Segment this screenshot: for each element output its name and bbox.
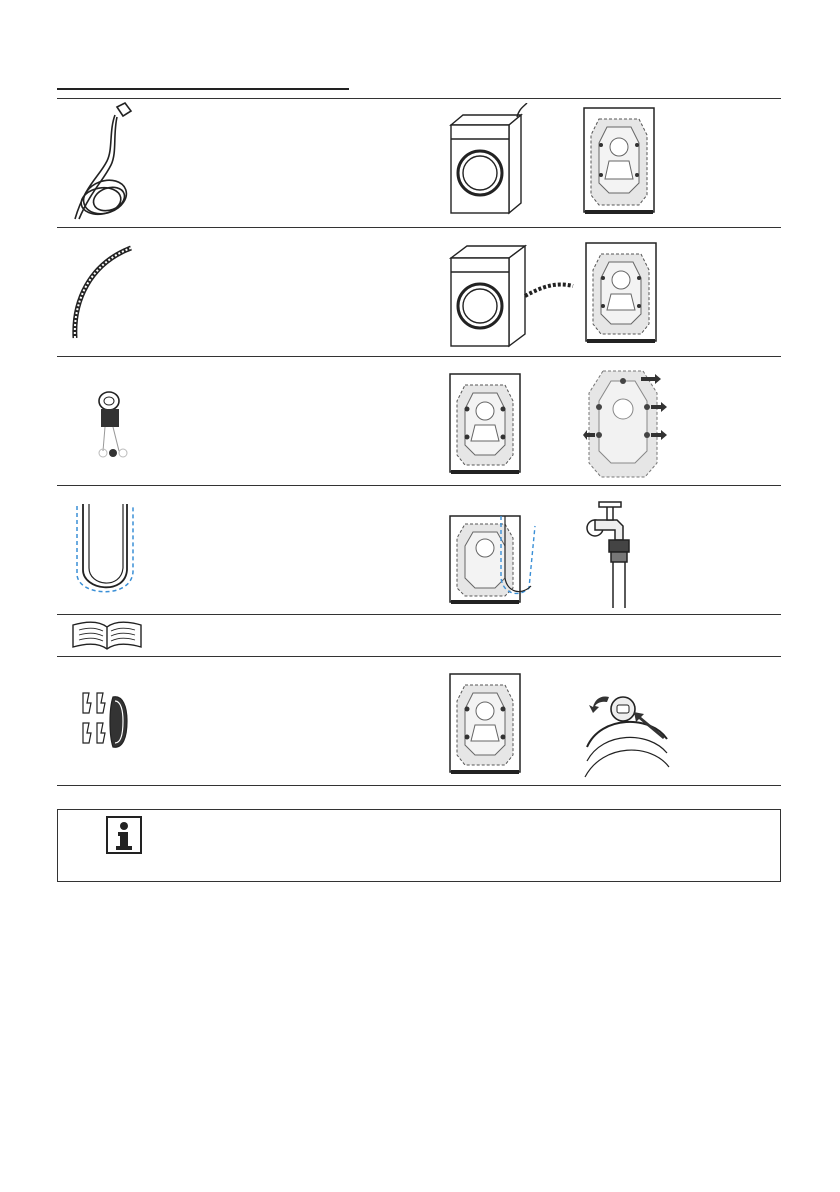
cover-cap-install-icon <box>581 681 671 781</box>
info-note-box <box>57 809 781 882</box>
row-divider <box>57 785 781 786</box>
row-inlet-hoses <box>57 486 781 614</box>
washer-drain-hose-icon <box>447 236 577 348</box>
open-book-icon <box>69 619 145 651</box>
info-icon <box>106 816 142 854</box>
heading-underline <box>57 88 349 90</box>
rear-panel-bolt-arrows-icon <box>583 363 667 481</box>
transit-bolt-icon <box>91 387 141 463</box>
water-tap-icon <box>577 494 647 610</box>
hose-clips-icon <box>77 687 133 757</box>
drain-hose-icon <box>69 242 139 342</box>
row-drain-hose <box>57 228 781 356</box>
inlet-hoses-icon <box>69 500 139 600</box>
washer-rear-panel-icon <box>447 671 523 777</box>
washer-rear-panel-icon <box>581 105 657 217</box>
row-power-cord <box>57 99 781 227</box>
row-transit-bolts <box>57 357 781 485</box>
row-hose-clips <box>57 657 781 785</box>
row-user-manual <box>57 615 781 656</box>
power-cord-icon <box>65 101 135 223</box>
washer-rear-hoses-icon <box>447 508 557 608</box>
washer-front-cord-icon <box>447 103 529 215</box>
washer-rear-panel-icon <box>583 240 659 346</box>
washer-rear-bolts-icon <box>447 371 523 477</box>
